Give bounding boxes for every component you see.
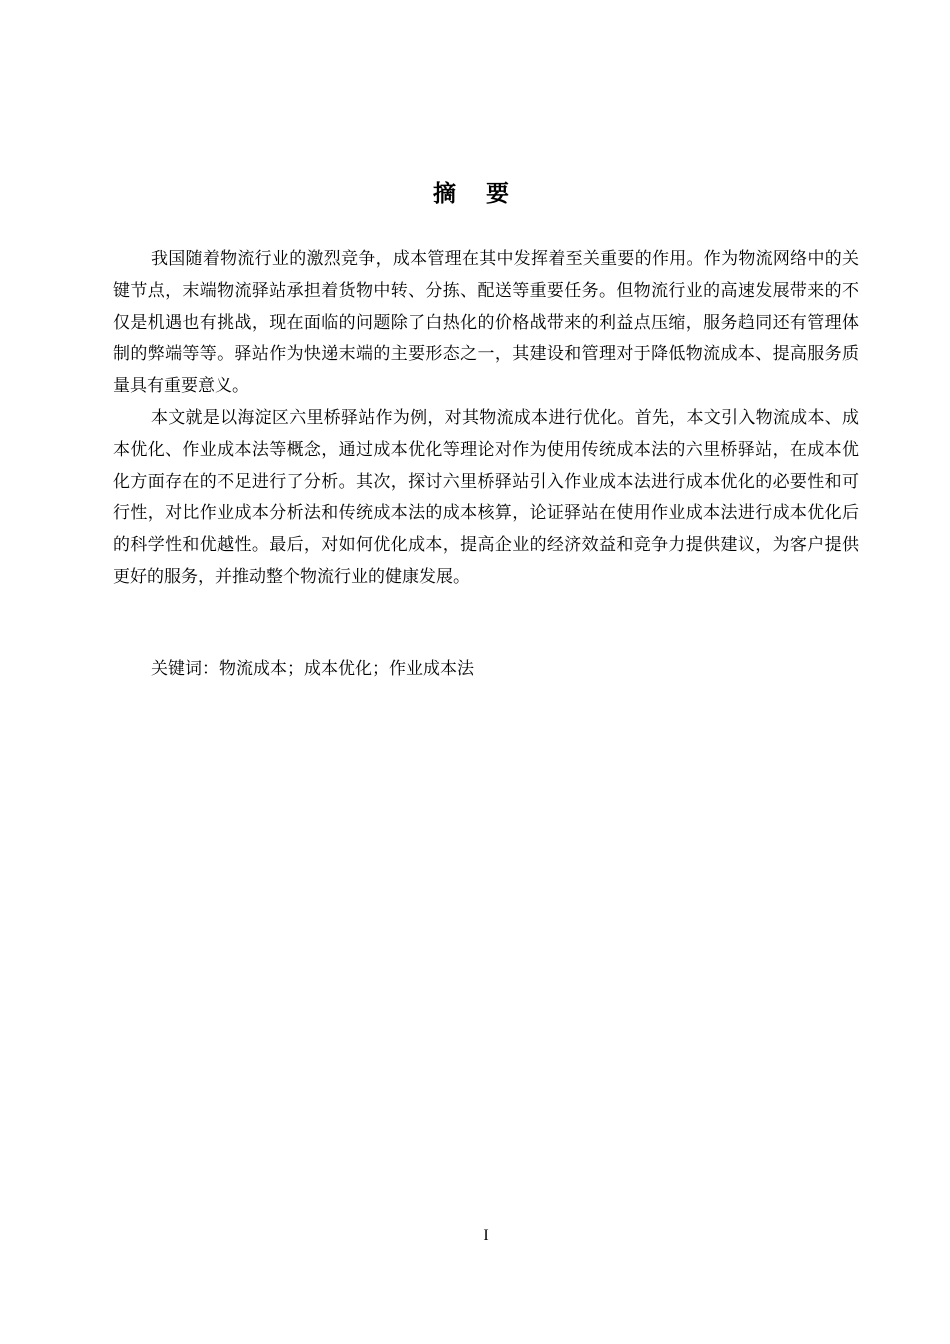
abstract-paragraph-1: 我国随着物流行业的激烈竞争，成本管理在其中发挥着至关重要的作用。作为物流网络中的关键节点，末端物流驿站承担着货物中转、分拣、配送等重要任务。但物流行业的高速发展带来的不仅是机遇也有挑战，现在面临的问题除了白热化的价格战带来的利益点压缩，服务趋同还有管理体制的弊端等等。驿站作为快递末端的主要形态之一，其建设和管理对于降低物流成本、提高服务质量具有重要意义。 bbox=[113, 249, 859, 397]
abstract-paragraph-2: 本文就是以海淀区六里桥驿站作为例，对其物流成本进行优化。首先，本文引入物流成本、成本优化、作业成本法等概念，通过成本优化等理论对作为使用传统成本法的六里桥驿站，在成本优化方面存在的不足进行了分析。其次，探讨六里桥驿站引入作业成本法进行成本优化的必要性和可行性，对比作业成本分析法和传统成本法的成本核算，论证驿站在使用作业成本法进行成本优化后的科学性和优越性。最后，对如何优化成本，提高企业的经济效益和竞争力提供建议，为客户提供更好的服务，并推动整个物流行业的健康发展。 bbox=[113, 407, 859, 587]
abstract-body bbox=[113, 244, 859, 594]
keywords-line bbox=[151, 654, 474, 685]
page-number: I bbox=[483, 1227, 489, 1244]
keywords-value: 物流成本；成本优化；作业成本法 bbox=[219, 659, 474, 679]
abstract-title: 摘要 bbox=[433, 181, 539, 207]
keywords-label: 关键词： bbox=[151, 659, 219, 679]
